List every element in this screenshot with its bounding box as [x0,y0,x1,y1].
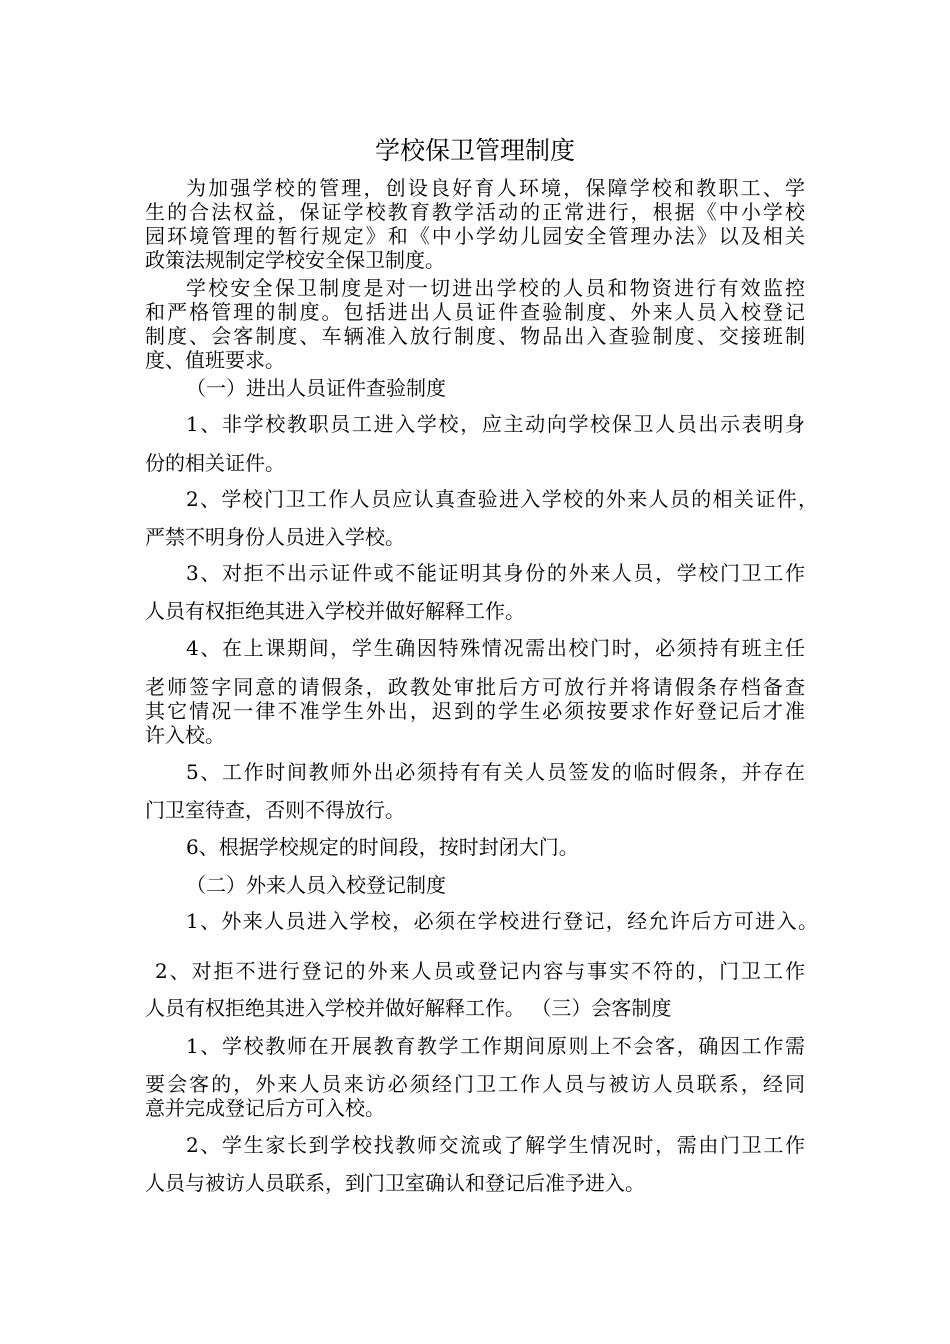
text-line: 制度、会客制度、车辆准入放行制度、物品出入查验制度、交接班制 [145,324,805,348]
text-line: 为加强学校的管理，创设良好育人环境，保障学校和教职工、学 [186,176,805,200]
text-line: 1、非学校教职员工进入学校，应主动向学校保卫人员出示表明身 [186,412,805,436]
text-line: 其它情况一律不准学生外出，迟到的学生必须按要求作好登记后才准 [145,699,805,723]
text-line: 3、对拒不出示证件或不能证明其身份的外来人员，学校门卫工作 [186,561,805,585]
text-line: 许入校。 [145,723,225,747]
text-line: 学校安全保卫制度是对一切进出学校的人员和物资进行有效监控 [186,276,805,300]
text-line: 生的合法权益，保证学校教育教学活动的正常进行，根据《中小学校 [145,200,805,224]
text-line: 6、根据学校规定的时间段，按时封闭大门。 [186,835,579,859]
text-line: 1、学校教师在开展教育教学工作期间原则上不会客，确因工作需 [186,1034,805,1058]
text-line: 意并完成登记后方可入校。 [145,1096,385,1120]
document-title: 学校保卫管理制度 [374,136,575,165]
text-line: 5、工作时间教师外出必须持有有关人员签发的临时假条，并存在 [186,760,805,784]
text-line: 要会客的，外来人员来访必须经门卫工作人员与被访人员联系，经同 [145,1072,805,1096]
text-line: 1、外来人员进入学校，必须在学校进行登记，经允许后方可进入。 [186,909,818,933]
text-line: 4、在上课期间，学生确因特殊情况需出校门时，必须持有班主任 [186,636,805,660]
text-line: 2、学生家长到学校找教师交流或了解学生情况时，需由门卫工作 [186,1133,805,1157]
text-line: 严禁不明身份人员进入学校。 [145,525,405,549]
text-line: 2、学校门卫工作人员应认真查验进入学校的外来人员的相关证件， [186,487,818,511]
section-heading: （一）进出人员证件查验制度 [186,376,446,400]
text-line: 度、值班要求。 [145,348,285,372]
text-line: 园环境管理的暂行规定》和《中小学幼儿园安全管理办法》以及相关 [145,224,805,248]
text-line: 政策法规制定学校安全保卫制度。 [145,248,445,272]
text-line: 人员有权拒绝其进入学校并做好解释工作。 [145,599,525,623]
text-line: 2、对拒不进行登记的外来人员或登记内容与事实不符的，门卫工作 [155,959,805,983]
text-line: 和严格管理的制度。包括进出人员证件查验制度、外来人员入校登记 [145,300,805,324]
text-line: 人员与被访人员联系，到门卫室确认和登记后准予进入。 [145,1171,645,1195]
text-line: 人员有权拒绝其进入学校并做好解释工作。 （三）会客制度 [145,996,672,1020]
text-line: 份的相关证件。 [145,451,285,475]
section-heading: （二）外来人员入校登记制度 [186,873,446,897]
text-line: 门卫室待查，否则不得放行。 [145,798,405,822]
text-line: 老师签字同意的请假条，政教处审批后方可放行并将请假条存档备查 [145,675,805,699]
